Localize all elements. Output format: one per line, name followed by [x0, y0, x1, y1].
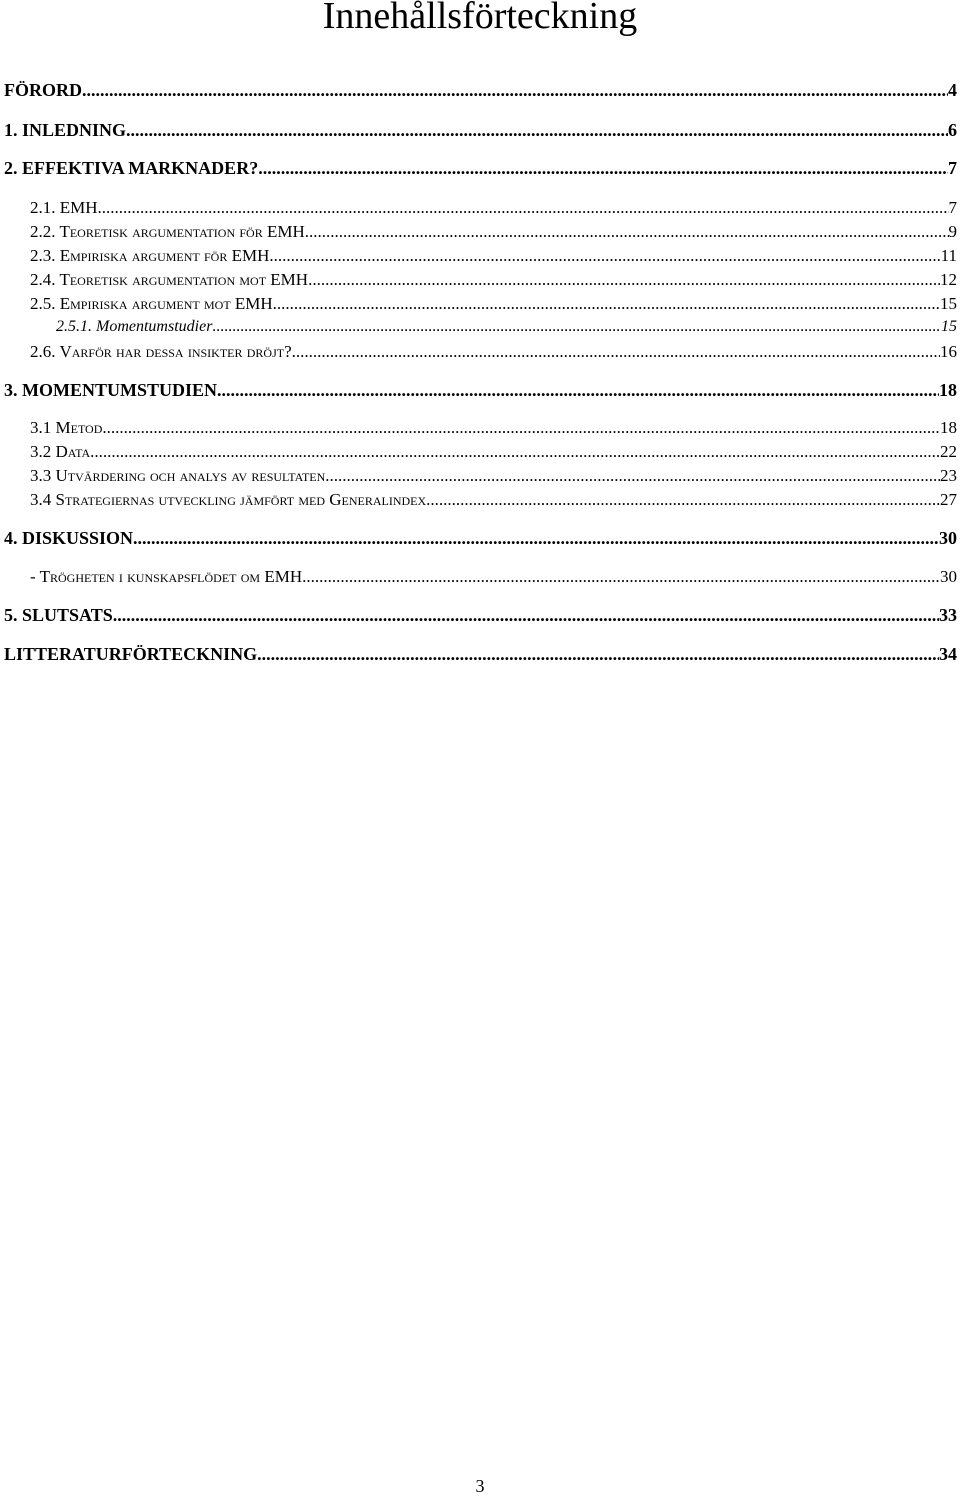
toc-entry-label: 2.2. Teoretisk argumentation för EMH [30, 222, 305, 241]
toc-entry-page: 11 [940, 246, 957, 265]
toc-leader-dots [273, 294, 940, 314]
toc-entry-momentumstudier[interactable] [4, 318, 957, 336]
toc-entry-label: 4. DISKUSSION [4, 528, 134, 548]
toc-leader-dots [133, 528, 939, 549]
toc-entry-label: 1. INLEDNING [4, 120, 127, 140]
page-number: 3 [475, 1476, 485, 1496]
toc-leader-dots [302, 567, 940, 587]
toc-entry-label: 2.4. Teoretisk argumentation mot EMH [30, 270, 309, 289]
toc-entry-label: - Trögheten i kunskapsflödet om EMH [30, 567, 303, 586]
toc-leader-dots [258, 158, 948, 179]
toc-leader-dots [257, 644, 939, 665]
toc-leader-dots [426, 490, 940, 510]
toc-entry-label: 2.6. Varför har dessa insikter dröjt? [30, 342, 292, 361]
toc-leader-dots [113, 605, 939, 626]
toc-entry-page: 18 [939, 380, 957, 400]
toc-entry-page: 22 [940, 442, 957, 461]
toc-leader-dots [325, 466, 940, 486]
toc-entry-strategiernas[interactable] [4, 490, 957, 510]
toc-entry-varfor-drojt[interactable] [4, 342, 957, 362]
toc-entry-teoretisk-mot[interactable] [4, 270, 957, 290]
toc-entry-label: 2.1. EMH [30, 198, 98, 217]
toc-entry-page: 15 [940, 294, 957, 313]
toc-leader-dots [292, 342, 940, 362]
toc-entry-data[interactable] [4, 442, 957, 462]
toc-entry-label: 5. SLUTSATS [4, 605, 113, 625]
toc-entry-litteraturforteckning[interactable] [4, 644, 957, 665]
toc-leader-dots [82, 80, 948, 101]
toc-entry-page: 15 [941, 318, 957, 335]
toc-entry-diskussion[interactable] [4, 528, 957, 549]
toc-leader-dots [98, 198, 949, 218]
page-title: Innehållsförteckning [322, 0, 638, 37]
toc-entry-label: 2.5. Empiriska argument mot EMH [30, 294, 273, 313]
toc-entry-momentumstudien[interactable] [4, 380, 957, 401]
toc-entry-page: 30 [939, 528, 957, 548]
toc-entry-page: 16 [940, 342, 957, 361]
toc-leader-dots [269, 246, 940, 266]
toc-entry-label: 2. EFFEKTIVA MARKNADER? [4, 158, 259, 178]
toc-entry-label: 3.3 Utvärdering och analys av resultaten [30, 466, 326, 485]
toc-entry-effektiva-marknader[interactable] [4, 158, 957, 179]
toc-entry-utvardering[interactable] [4, 466, 957, 486]
toc-leader-dots [212, 318, 941, 336]
toc-entry-page: 23 [940, 466, 957, 485]
toc-entry-label: 3.4 Strategiernas utveckling jämfört med Generalindex [30, 490, 427, 509]
toc-entry-label: 3.1 Metod [30, 418, 103, 437]
toc-entry-forord[interactable] [4, 80, 957, 101]
toc-entry-metod[interactable] [4, 418, 957, 438]
toc-entry-page: 9 [948, 222, 957, 241]
toc-entry-inledning[interactable] [4, 120, 957, 141]
toc-entry-empiriska-for[interactable] [4, 246, 957, 266]
toc-entry-page: 33 [939, 605, 957, 625]
toc-entry-empiriska-mot[interactable] [4, 294, 957, 314]
toc-leader-dots [126, 120, 948, 141]
toc-entry-label: LITTERATURFÖRTECKNING [4, 644, 258, 664]
toc-entry-label: 3.2 Data [30, 442, 91, 461]
toc-entry-slutsats[interactable] [4, 605, 957, 626]
toc-leader-dots [90, 442, 940, 462]
toc-leader-dots [308, 270, 940, 290]
toc-entry-page: 4 [948, 80, 957, 100]
toc-entry-label: FÖRORD [4, 80, 82, 100]
toc-entry-label: 2.5.1. Momentumstudier [56, 318, 213, 335]
toc-entry-page: 12 [940, 270, 957, 289]
toc-entry-page: 18 [940, 418, 957, 437]
toc-entry-label: 2.3. Empiriska argument för EMH [30, 246, 270, 265]
toc-leader-dots [102, 418, 940, 438]
toc-entry-label: 3. MOMENTUMSTUDIEN [4, 380, 218, 400]
toc-entry-page: 7 [948, 158, 957, 178]
toc-entry-page: 34 [939, 644, 957, 664]
toc-leader-dots [305, 222, 949, 242]
toc-entry-trogheten[interactable] [4, 567, 957, 587]
toc-entry-page: 27 [940, 490, 957, 509]
toc-entry-teoretisk-for[interactable] [4, 222, 957, 242]
toc-entry-page: 30 [940, 567, 957, 586]
toc-entry-page: 6 [948, 120, 957, 140]
toc-entry-page: 7 [948, 198, 957, 217]
toc-leader-dots [217, 380, 939, 401]
toc-entry-emh[interactable] [4, 198, 957, 218]
